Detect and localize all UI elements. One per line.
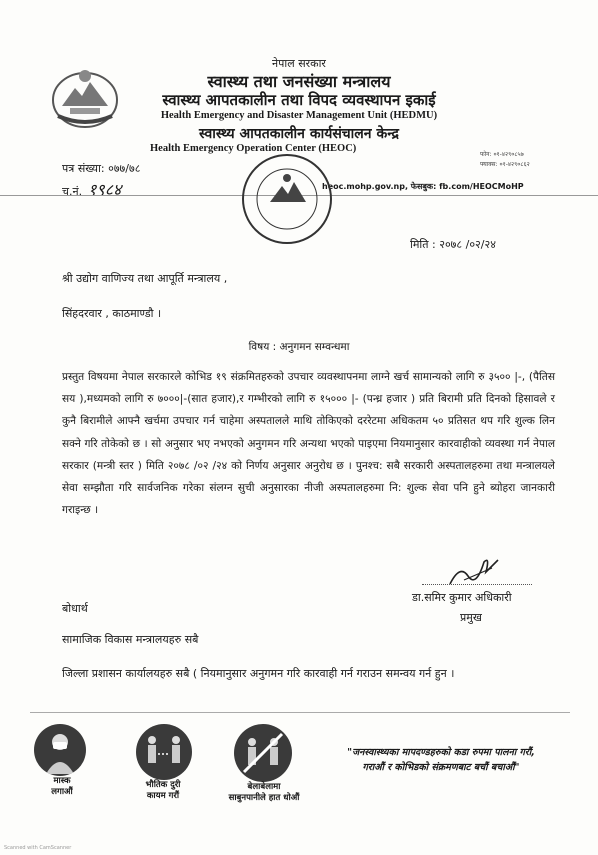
footer-divider <box>30 712 570 713</box>
distance-icon <box>136 724 192 780</box>
chalani-label: च.नं. <box>62 185 83 198</box>
letter-subject: विषय : अनुगमन सम्वन्धमा <box>248 341 350 353</box>
unit-name-english: Health Emergency and Disaster Management Unit (HEDMU) <box>160 110 438 121</box>
distance-caption-1: भौतिक दुरी <box>145 780 181 790</box>
patra-sankhya: पत्र संख्या: ०७७/७८ <box>62 162 141 175</box>
government-name: नेपाल सरकार <box>272 57 326 70</box>
slogan-line-2: गराऔं र कोभिडको संक्रमणबाट बचौं बचाऔं" <box>362 762 520 773</box>
contact-line <box>322 181 524 192</box>
scanner-watermark: Scanned with CamScanner <box>4 845 72 851</box>
mask-caption-1: मास्क <box>53 776 71 786</box>
recipient-line-1: श्री उद्योग वाणिज्य तथा आपूर्ति मन्त्रालय , <box>62 272 228 285</box>
center-name-nepali: स्वास्थ्य आपतकालीन कार्यसंचालन केन्द्र <box>199 126 399 142</box>
signature <box>446 554 502 588</box>
letter-body: प्रस्तुत विषयमा नेपाल सरकारले कोभिड १९ संक्रमितहरुको उपचार व्यवस्थापनमा लाग्ने खर्च सामान्यको लागि रु ३५०० |-, (पैतिस सय ),मध्यमको लागि रु ७०००|-(सात हजार),र गम्भीरको लागि रु १५००० |- (पन्ध्र हजार ) प्रति बिरामी प्रति दिनको हिसावले र कुनै बिरामीले आफ्नै खर्चमा उपचार गर्न चाहेमा अस्पतालले माथि तोकिएको दररेटमा अधिकतम ५० प्रतिसत थप गरि शुल्क लिन सक्ने गरि तोकेको छ । सो अनुसार भए नभएको अनुगमन गरि अन्यथा भएको पाइएमा नियमानुसार कारवाहीको व्यवस्था गर्न नेपाल सरकार (मन्त्री स्तर ) मिति २०७८ /०२ /२४ को निर्णय अनुसार अनुरोध छ । पुनश्च: सबै सरकारी अस्पतालहरुमा तथा मन्त्रालयले सेवा सम्झौता गरि सार्वजनिक गरेका संलग्न सुची अनुसारका नीजी अस्पतालहरुमा नि: शुल्क सेवा पनि हुने ब्योहरा जानकारी गराइन्छ । <box>62 371 555 517</box>
phone-number: फोन: ०१-४२९०८५७ <box>480 151 524 158</box>
facebook-label: फेसबुक: <box>410 182 437 191</box>
cc-line-1: सामाजिक विकास मन्त्रालयहरु सबै <box>62 633 199 646</box>
signatory-title: प्रमुख <box>460 611 482 624</box>
distance-caption-2: कायम गरौं <box>146 791 180 801</box>
center-name-english: Health Emergency Operation Center (HEOC) <box>150 143 357 154</box>
official-stamp <box>238 150 336 248</box>
signatory-name: डा.समिर कुमार अधिकारी <box>412 591 512 604</box>
website-link[interactable]: heoc.mohp.gov.np, <box>322 182 408 191</box>
public-health-slogan <box>316 745 566 775</box>
handwash-caption-1: बेलाबेलामा <box>247 782 281 792</box>
slogan-line-1: "जनस्वास्थ्यका मापदण्डहरुको कडा रुपमा पालना गरौं, <box>347 747 535 758</box>
letter-date: मिति : २०७८ /०२/२४ <box>410 238 496 251</box>
fax-number: फ्याक्स: ०१-४२९०८६२ <box>480 161 530 168</box>
cc-line-2: जिल्ला प्रशासन कार्यालयहरु सबै ( नियमानुसार अनुगमन गरि कारवाही गर्न गराउन समन्वय गर्न हुन । <box>62 667 455 680</box>
signature-line <box>422 584 532 585</box>
chalani-value: १९८४ <box>88 180 122 199</box>
ministry-name: स्वास्थ्य तथा जनसंख्या मन्त्रालय <box>207 72 391 91</box>
handwash-caption-2: साबुनपानीले हात धोऔं <box>228 793 300 803</box>
facebook-link[interactable]: fb.com/HEOCMoHP <box>439 182 524 191</box>
handwash-icon <box>234 724 292 782</box>
recipient-line-2: सिंहदरवार , काठमाण्डौ । <box>62 307 162 320</box>
distance-advice <box>132 724 194 802</box>
unit-name-nepali: स्वास्थ्य आपतकालीन तथा विपद व्यवस्थापन इकाई <box>162 91 436 109</box>
mask-advice <box>34 724 90 798</box>
mask-icon <box>34 724 86 776</box>
chalani-number <box>62 178 121 200</box>
mask-caption-2: लगाऔं <box>51 787 73 797</box>
cc-label: बोधार्थ <box>62 602 88 615</box>
handwash-advice <box>218 724 310 804</box>
